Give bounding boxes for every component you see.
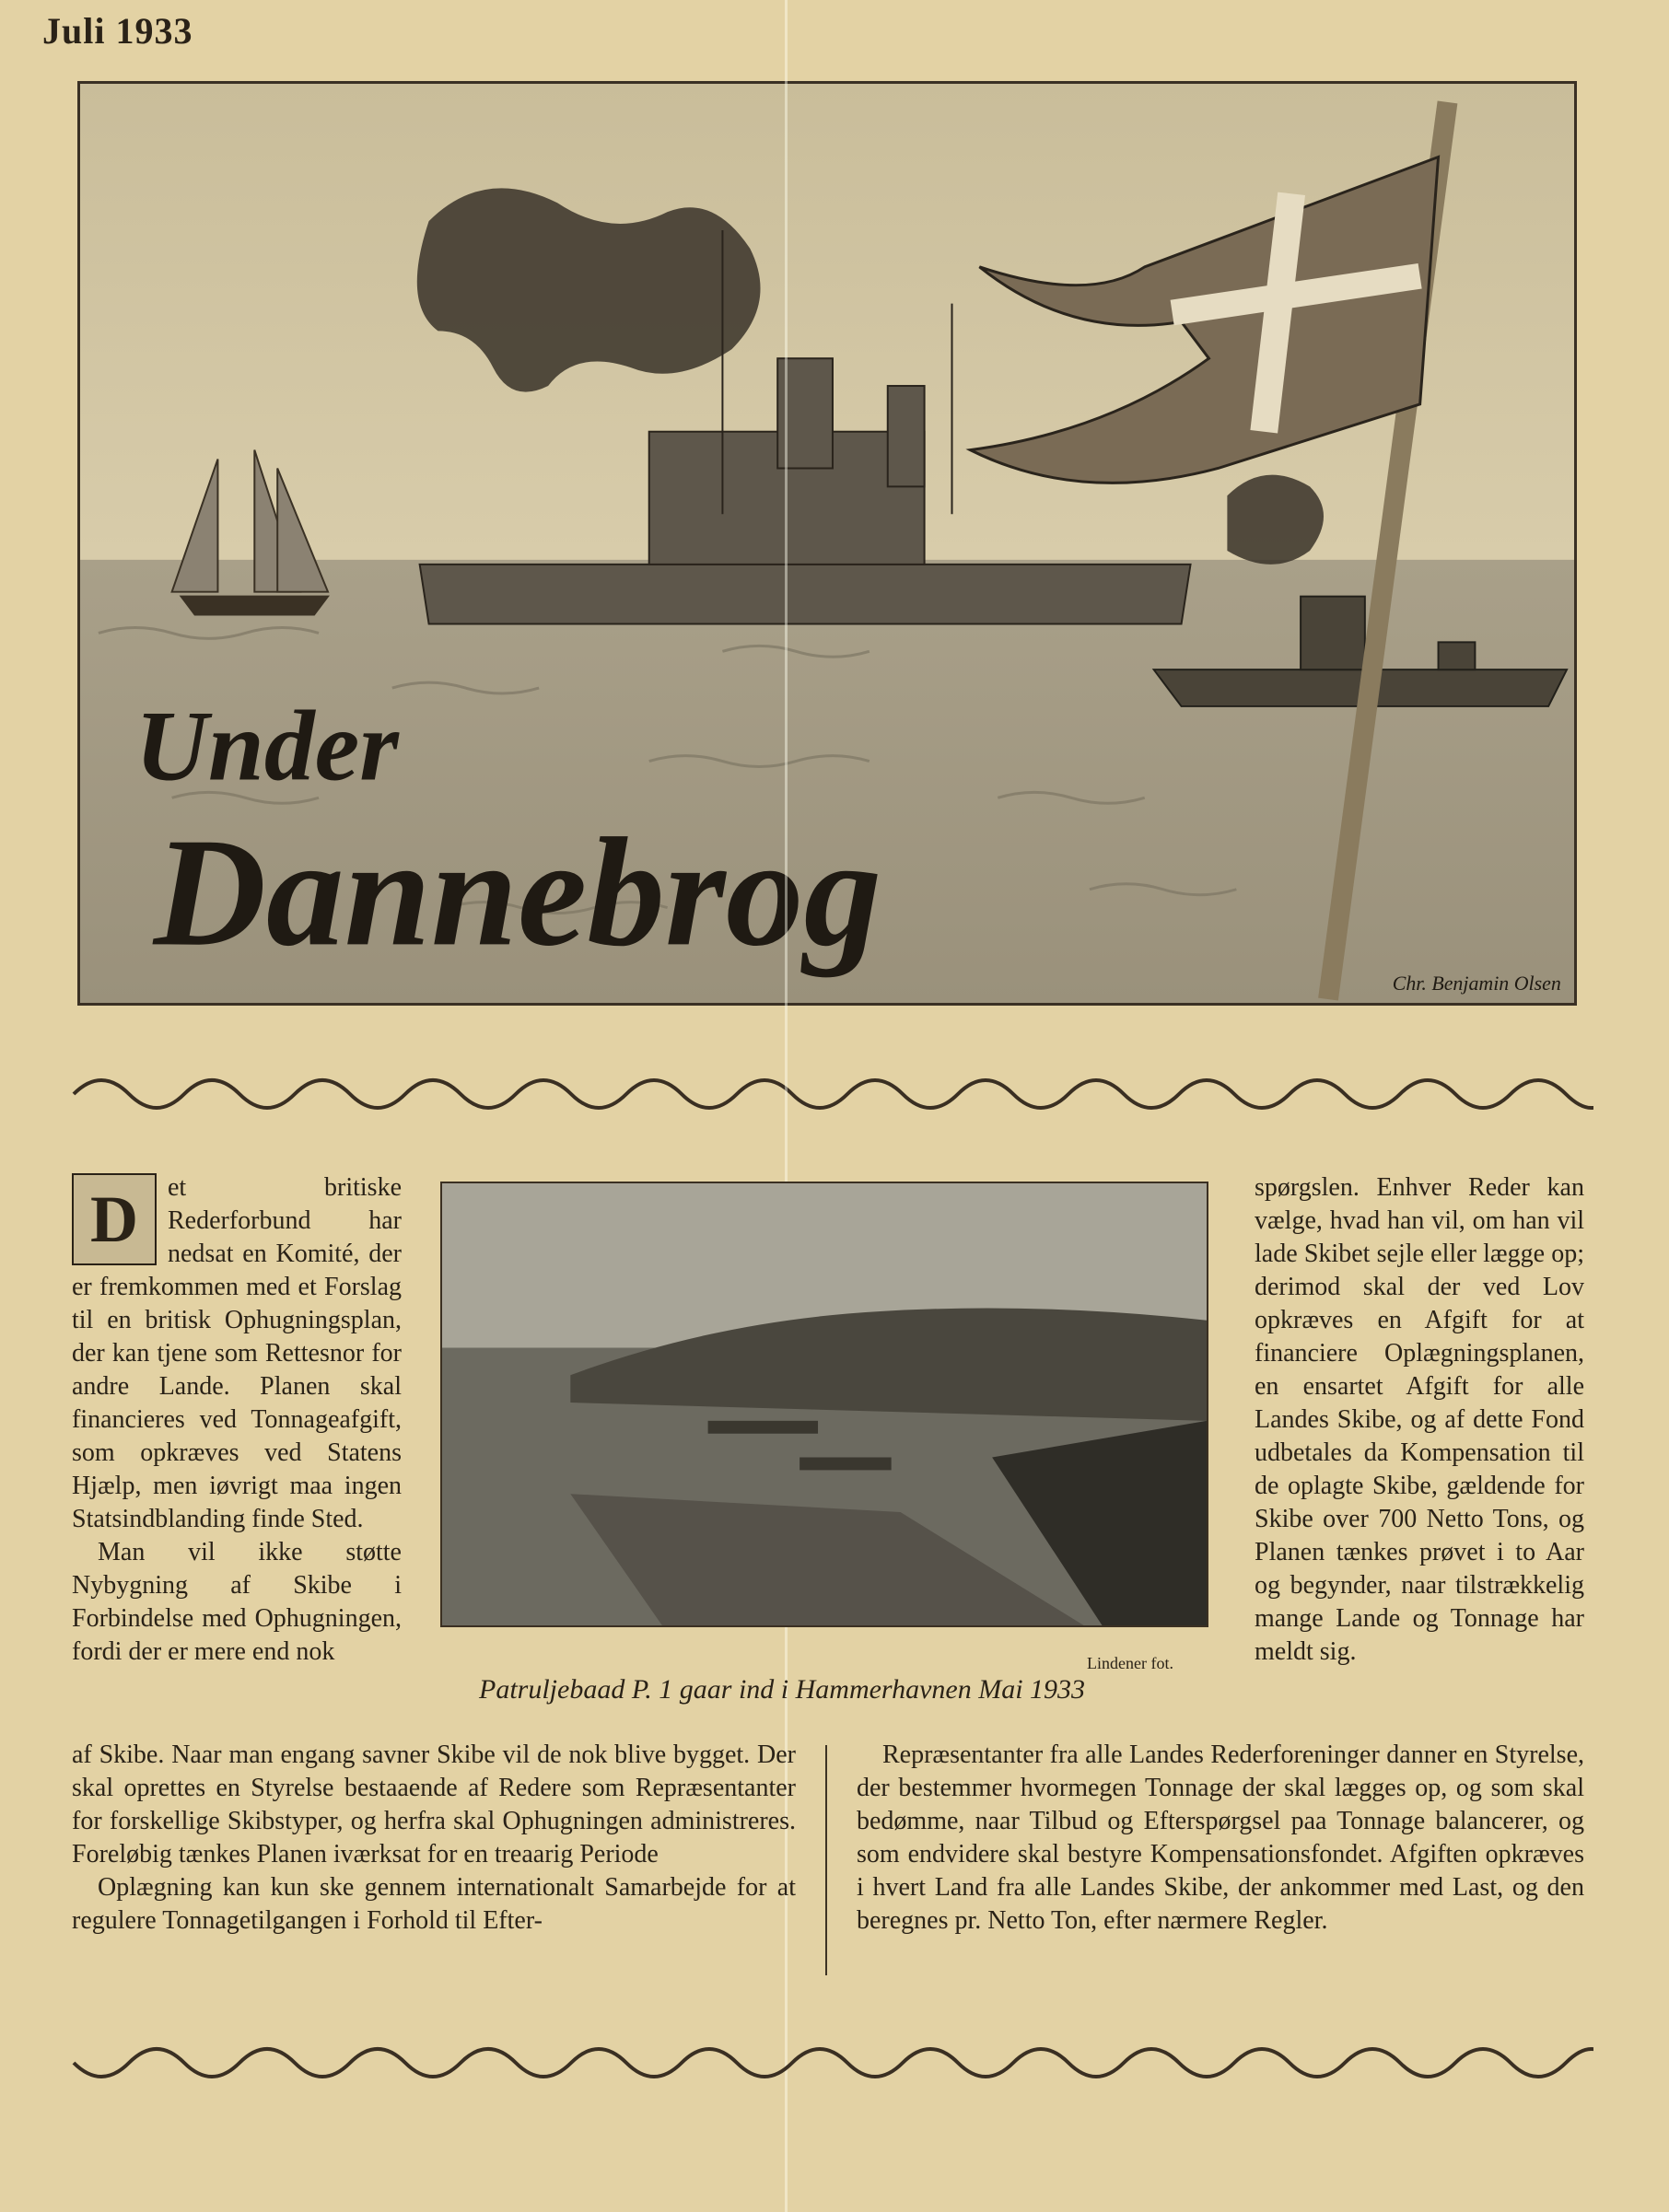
article-paragraph: af Skibe. Naar man engang savner Skibe vil de nok blive bygget. Der skal oprettes en Styrelse bestaaende af Redere som Repræsentanter for forskellige Skibstyper, og herfra skal Ophugningen administreres. Foreløbig tænkes Planen iværksat for en treaarig Periode [72, 1740, 796, 1869]
hero-title-line2: Dannebrog [153, 805, 882, 979]
photo-caption: Patruljebaad P. 1 gaar ind i Hammerhavnen Mai 1933 [479, 1674, 1086, 1705]
article-column-left-upper [72, 1171, 402, 1669]
article-paragraph: spørgslen. Enhver Reder kan vælge, hvad han vil, om han vil lade Skibet sejle eller lægge op; derimod skal der ved Lov opkræves en Afgift for at financiere Oplægningsplanen, en ensartet Afgift for alle Landes Skibe, og af dette Fond udbetales da Kompensation til de oplagte Skibe, gældende for Skibe over 700 Netto Tons, og Planen tænkes prøvet i to Aar og begynder, naar tilstrækkelig mange Lande og Tonnage har meldt sig. [1255, 1173, 1584, 1666]
hero-illustration [77, 81, 1577, 1006]
article-column-right-lower [857, 1739, 1584, 1938]
hero-drawing [80, 84, 1574, 1003]
article-paragraph: et britiske Rederforbund har nedsat en Komité, der er fremkommen med et Forslag til en britisk Ophugningsplan, der kan tjene som Rettesnor for andre Lande. Planen skal financieres ved Tonnageafgift, som opkræves ved Statens Hjælp, men iøvrigt maa ingen Statsindblanding finde Sted. [72, 1173, 402, 1533]
column-divider [825, 1745, 827, 1975]
article-column-left-lower [72, 1739, 796, 1938]
hero-title-line1: Under [134, 689, 399, 802]
article-column-right-upper [1255, 1171, 1584, 1669]
article-paragraph: Repræsentanter fra alle Landes Rederforeninger danner en Styrelse, der bestemmer hvormegen Tonnage der skal lægges op, og som skal bedømme, naar Tilbud og Efterspørgsel paa Tonnage balancerer, og som endvidere skal bestyre Kompensationsfondet. Afgiften opkræves i hvert Land fra alle Landes Skibe, der ankommer med Last, og den beregnes pr. Netto Ton, efter nærmere Regler. [857, 1740, 1584, 1935]
issue-date: Juli 1933 [42, 10, 193, 52]
artist-signature: Chr. Benjamin Olsen [1392, 972, 1561, 995]
ornament-divider-bottom [64, 2035, 1593, 2090]
ornament-divider-top [64, 1066, 1593, 1122]
article-paragraph: Man vil ikke støtte Nybygning af Skibe i Forbindelse med Ophugningen, fordi der er mere end nok [72, 1538, 402, 1666]
photo-drawing [442, 1183, 1207, 1625]
harbor-photo [440, 1182, 1208, 1627]
article-paragraph: Oplægning kan kun ske gennem internationalt Samarbejde for at regulere Tonnagetilgangen i Forhold til Efter- [72, 1873, 796, 1935]
dropcap-letter: D [72, 1173, 157, 1265]
photo-credit: Lindener fot. [1087, 1654, 1173, 1672]
